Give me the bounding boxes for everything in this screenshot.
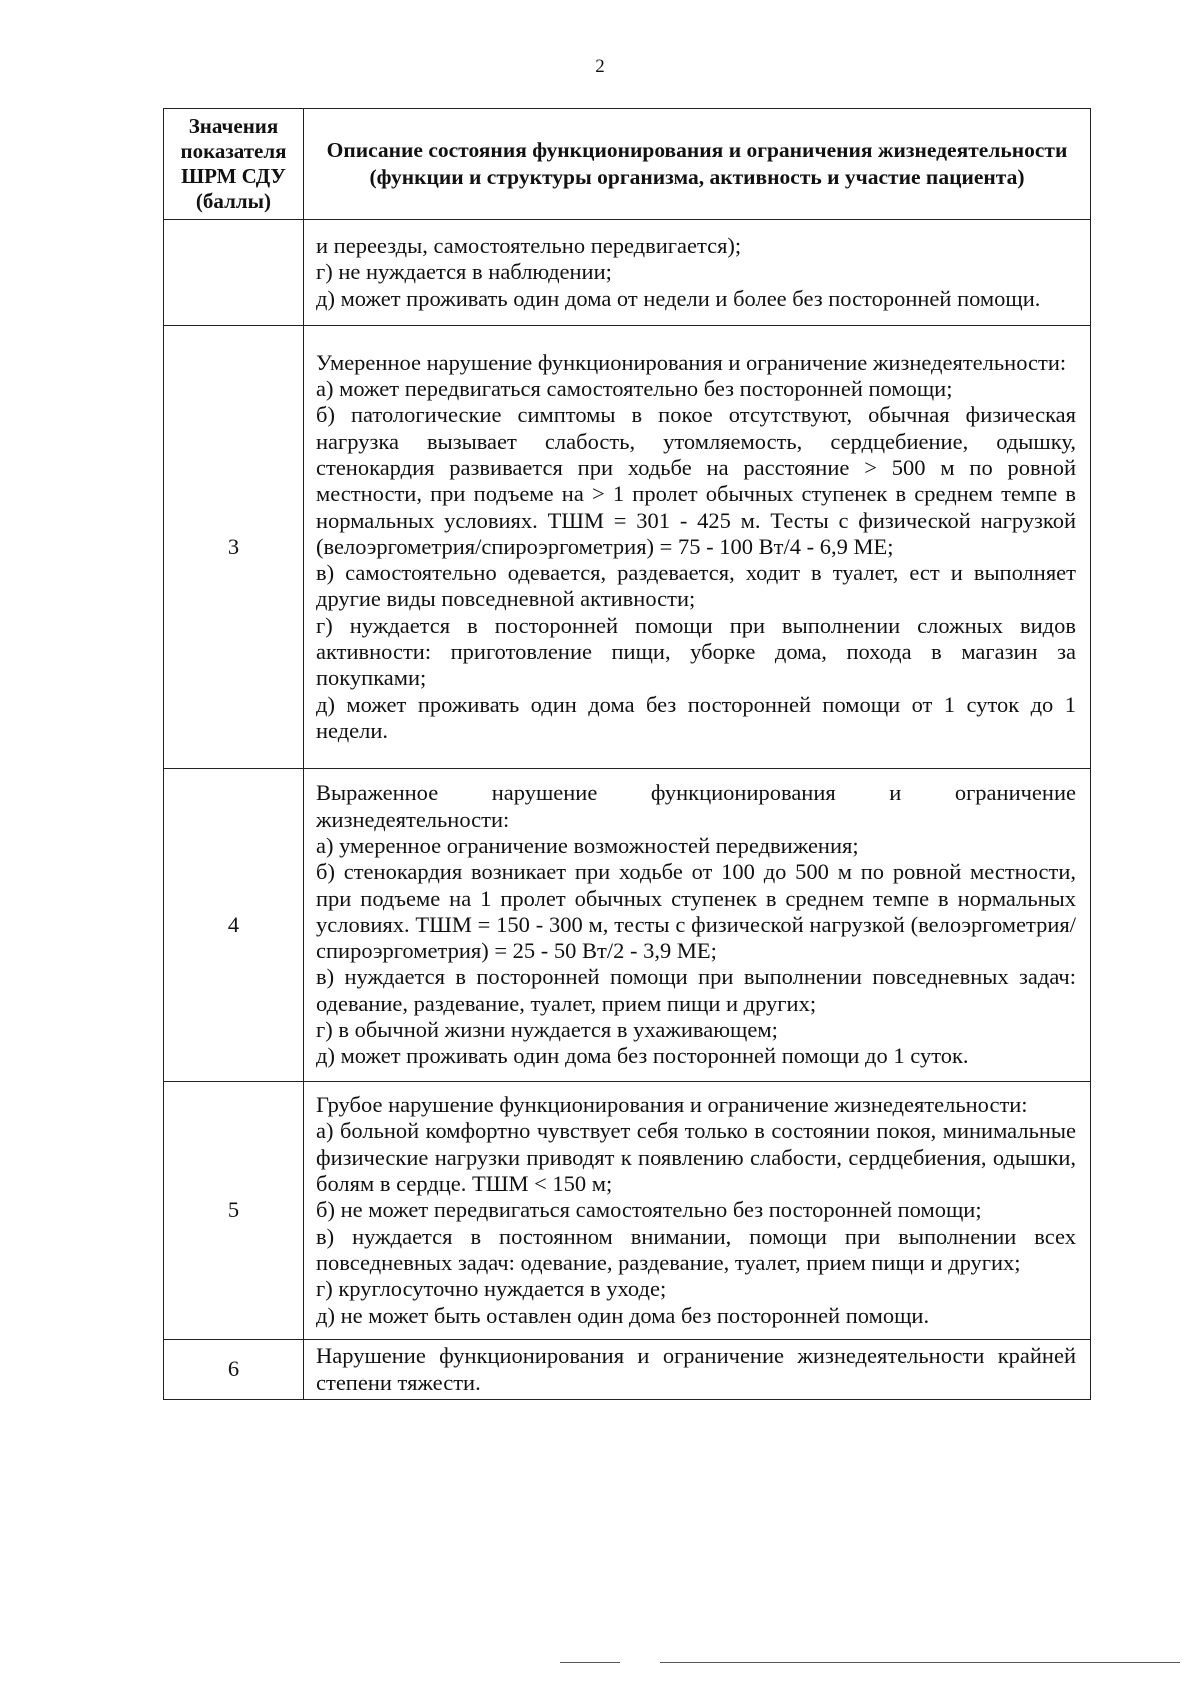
description-column-header: Описание состояния функционирования и ограничения жизнедеятельности (функции и структуры организма, активность и участие пациента) <box>304 109 1091 220</box>
description-line: Выраженное нарушение функционирования и ограничение жизнедеятельности: <box>316 780 1076 832</box>
description-cell <box>304 326 1091 769</box>
description-cell <box>304 1340 1091 1400</box>
description-line: в) нуждается в постоянном внимании, помощи при выполнении всех повседневных задач: одевание, раздевание, туалет, прием пищи и других; <box>316 1223 1076 1275</box>
table-row <box>164 326 1091 769</box>
description-cell <box>304 220 1091 326</box>
page-number: 2 <box>595 56 605 77</box>
description-line: г) круглосуточно нуждается в уходе; <box>316 1276 667 1302</box>
description-cell <box>304 769 1091 1082</box>
score-cell: 5 <box>164 1082 304 1340</box>
table-row <box>164 769 1091 1082</box>
description-line: д) может проживать один дома без посторонней помощи от 1 суток до 1 недели. <box>316 691 1076 743</box>
description-line: б) патологические симптомы в покое отсутствуют, обычная физическая нагрузка вызывает слабость, утомляемость, сердцебиение, одышку, стенокардия развивается при ходьбе на расстояние > 500 м по ровной местности, при подъеме на > 1 пролет обычных ступенек в среднем темпе в нормальных условиях. ТШМ = 301 - 425 м. Тесты с физической нагрузкой (велоэргометрия/спироэргометрия) = 75 - 100 Вт/4 - 6,9 МЕ; <box>316 402 1076 559</box>
table-header-row <box>164 109 1091 220</box>
description-line: б) не может передвигаться самостоятельно без посторонней помощи; <box>316 1197 982 1223</box>
description-line: б) стенокардия возникает при ходьбе от 100 до 500 м по ровной местности, при подъеме на 1 пролет обычных ступенек в среднем темпе в нормальных условиях. ТШМ = 150 - 300 м, тесты с физической нагрузкой (велоэргометрия/спироэргометрия) = 25 - 50 Вт/2 - 3,9 МЕ; <box>316 859 1076 964</box>
score-cell: 6 <box>164 1340 304 1400</box>
description-line: г) не нуждается в наблюдении; <box>316 259 612 285</box>
description-line: г) нуждается в посторонней помощи при выполнении сложных видов активности: приготовление пищи, уборке дома, похода в магазин за покупками; <box>316 612 1076 691</box>
description-line: Грубое нарушение функционирования и ограничение жизнедеятельности: <box>316 1092 1028 1118</box>
score-cell: 4 <box>164 769 304 1082</box>
description-line: в) нуждается в посторонней помощи при выполнении повседневных задач: одевание, раздевание, туалет, прием пищи и других; <box>316 964 1076 1016</box>
rehabilitation-scale-table <box>163 108 1091 1400</box>
table-row <box>164 1340 1091 1400</box>
score-column-header: Значения показателя ШРМ СДУ (баллы) <box>164 109 304 220</box>
description-line: г) в обычной жизни нуждается в ухаживающем; <box>316 1017 778 1043</box>
description-line: а) больной комфортно чувствует себя только в состоянии покоя, минимальные физические нагрузки приводят к появлению слабости, сердцебиения, одышки, болям в сердце. ТШМ < 150 м; <box>316 1118 1076 1197</box>
scan-edge-line <box>560 1662 620 1663</box>
description-cell <box>304 1082 1091 1340</box>
score-cell <box>164 220 304 326</box>
scan-edge-line <box>660 1662 1180 1663</box>
description-line: Нарушение функционирования и ограничение жизнедеятельности крайней степени тяжести. <box>316 1343 1076 1395</box>
description-line: и переезды, самостоятельно передвигается); <box>316 233 742 259</box>
description-line: в) самостоятельно одевается, раздевается, ходит в туалет, ест и выполняет другие виды повседневной активности; <box>316 560 1076 612</box>
score-cell: 3 <box>164 326 304 769</box>
table-row <box>164 1082 1091 1340</box>
description-line: Умеренное нарушение функционирования и ограничение жизнедеятельности: <box>316 349 1067 375</box>
description-line: д) может проживать один дома от недели и более без посторонней помощи. <box>316 285 1041 311</box>
description-line: а) умеренное ограничение возможностей передвижения; <box>316 832 859 858</box>
description-line: д) не может быть оставлен один дома без посторонней помощи. <box>316 1302 930 1328</box>
description-line: д) может проживать один дома без посторонней помощи до 1 суток. <box>316 1043 969 1069</box>
table-row <box>164 220 1091 326</box>
description-line: а) может передвигаться самостоятельно без посторонней помощи; <box>316 376 953 402</box>
